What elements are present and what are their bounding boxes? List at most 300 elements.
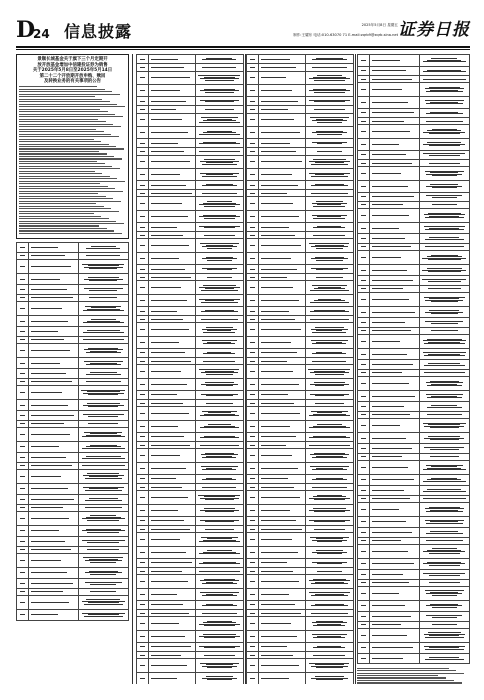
cell-mark [82, 436, 125, 437]
cell-mark [84, 616, 124, 617]
fund-name-cell [29, 273, 78, 285]
cell-mark [140, 227, 144, 228]
cell-mark [361, 414, 366, 415]
cell-mark [203, 332, 235, 333]
cell-mark [425, 229, 464, 230]
table-row [247, 575, 354, 589]
cell-mark [261, 203, 294, 204]
fund-detail-cell [419, 180, 469, 192]
cell-mark [313, 235, 345, 236]
cell-mark [250, 245, 254, 246]
text-line [19, 211, 119, 212]
table-row [17, 553, 129, 567]
table-row [247, 516, 354, 525]
fund-name-cell [370, 96, 419, 108]
cell-mark [372, 204, 403, 205]
fund-detail-cell [305, 197, 353, 211]
cell-mark [140, 426, 144, 427]
fund-name-cell [258, 449, 305, 463]
cell-mark [250, 623, 254, 624]
fund-detail-cell [305, 505, 353, 517]
cell-mark [261, 384, 299, 385]
table-row [137, 659, 244, 673]
cell-mark [20, 518, 25, 519]
cell-mark [250, 161, 254, 162]
cell-mark [199, 143, 240, 144]
cell-mark [261, 510, 290, 511]
cell-mark [250, 185, 254, 186]
cell-mark [31, 488, 67, 489]
row-number-cell [137, 96, 149, 105]
cell-mark [424, 355, 465, 356]
row-number-cell [247, 491, 259, 505]
fund-detail-cell [78, 537, 128, 546]
cell-mark [312, 457, 348, 458]
fund-detail-cell [305, 232, 353, 239]
fund-name-cell [148, 533, 195, 547]
cell-mark [372, 479, 414, 480]
row-number-cell [247, 568, 259, 575]
fund-name-cell [258, 568, 305, 575]
table-row [247, 442, 354, 449]
cell-mark [20, 465, 25, 466]
cell-mark [204, 625, 234, 626]
fund-name-cell [29, 378, 78, 385]
cell-mark [151, 468, 186, 469]
fund-name-cell [258, 281, 305, 295]
cell-mark [361, 288, 366, 289]
fund-detail-cell [419, 390, 469, 402]
cell-mark [151, 520, 184, 521]
fund-detail-cell [305, 316, 353, 323]
cell-mark [202, 479, 236, 480]
cell-mark [140, 245, 144, 246]
row-number-cell [247, 197, 259, 211]
fund-name-cell [370, 528, 419, 537]
table-row [358, 222, 470, 234]
cell-mark [151, 487, 182, 488]
cell-mark [250, 319, 254, 320]
cell-mark [310, 290, 350, 291]
fund-detail-cell [305, 85, 353, 97]
table-row [247, 281, 354, 295]
fund-name-cell [370, 516, 419, 528]
cell-mark [204, 655, 234, 656]
fund-name-cell [148, 379, 195, 391]
cell-mark [199, 541, 240, 542]
fund-detail-cell [305, 617, 353, 631]
cell-mark [31, 572, 67, 573]
row-number-cell [137, 526, 149, 533]
fund-detail-cell [78, 420, 128, 427]
cell-mark [203, 353, 235, 354]
table-row [358, 150, 470, 159]
cell-mark [90, 584, 116, 585]
fund-name-cell [148, 589, 195, 601]
cell-mark [372, 312, 415, 313]
row-number-cell [358, 360, 370, 369]
table-row [137, 169, 244, 181]
cell-mark [261, 143, 290, 144]
cell-mark [205, 92, 233, 93]
cell-mark [372, 364, 413, 365]
cell-mark [261, 119, 294, 120]
cell-mark [151, 562, 192, 563]
table-row [247, 651, 354, 658]
cell-mark [250, 151, 254, 152]
cell-mark [312, 353, 346, 354]
table-row [137, 617, 244, 631]
row-number-cell [17, 273, 29, 285]
cell-mark [316, 260, 342, 261]
cell-mark [372, 330, 411, 331]
cell-mark [250, 636, 254, 637]
cell-mark [151, 277, 192, 278]
row-number-cell [137, 323, 149, 337]
row-number-cell [358, 579, 370, 586]
row-number-cell [137, 547, 149, 559]
cell-mark [312, 487, 348, 488]
fund-detail-cell [195, 442, 243, 449]
cell-mark [151, 185, 186, 186]
cell-mark [261, 445, 286, 446]
table-row [17, 273, 129, 285]
fund-detail-cell [419, 537, 469, 544]
fund-detail-cell [195, 589, 243, 601]
cell-mark [261, 468, 298, 469]
table-row [17, 285, 129, 294]
table-row [358, 138, 470, 150]
cell-mark [426, 523, 463, 524]
table-row [247, 421, 354, 433]
cell-mark [140, 394, 144, 395]
cell-mark [261, 132, 300, 133]
cell-mark [316, 277, 342, 278]
cell-mark [313, 206, 345, 207]
row-number-cell [17, 369, 29, 378]
cell-mark [314, 101, 344, 102]
fund-detail-cell [195, 358, 243, 365]
text-line [19, 225, 99, 226]
notice-body [19, 86, 126, 234]
cell-mark [140, 216, 144, 217]
cell-mark [361, 312, 366, 313]
fund-detail-cell [419, 621, 469, 628]
cell-mark [426, 121, 463, 122]
text-line [19, 124, 113, 125]
cell-mark [20, 560, 25, 561]
cell-mark [250, 287, 254, 288]
cell-mark [261, 487, 294, 488]
row-number-cell [247, 617, 259, 631]
fund-name-cell [370, 293, 419, 307]
cell-mark [151, 258, 180, 259]
fund-name-cell [370, 486, 419, 495]
cell-mark [261, 59, 290, 60]
row-number-cell [358, 293, 370, 307]
cell-mark [372, 246, 411, 247]
row-number-cell [247, 264, 259, 273]
cell-mark [202, 487, 236, 488]
cell-mark [428, 259, 461, 260]
fund-detail-cell [305, 295, 353, 307]
cell-mark [361, 467, 366, 468]
cell-mark [261, 529, 302, 530]
table-row [137, 316, 244, 323]
fund-name-cell [258, 295, 305, 307]
fund-name-cell [258, 516, 305, 525]
cell-mark [261, 151, 296, 152]
table-row [358, 108, 470, 117]
cell-mark [361, 79, 366, 80]
table-row [358, 66, 470, 75]
row-number-cell [247, 295, 259, 307]
cell-mark [151, 90, 180, 91]
table-row [137, 432, 244, 441]
cell-mark [312, 59, 348, 60]
cell-mark [312, 361, 346, 362]
row-number-cell [247, 358, 259, 365]
cell-mark [87, 542, 119, 543]
fund-detail-cell [419, 642, 469, 654]
fund-name-cell [148, 197, 195, 211]
table-row [247, 617, 354, 631]
text-line [19, 168, 120, 169]
fund-detail-cell [195, 642, 243, 651]
cell-mark [261, 594, 290, 595]
cell-mark [20, 476, 25, 477]
text-line [19, 171, 95, 172]
cell-mark [140, 468, 144, 469]
cell-mark [315, 403, 343, 404]
fund-name-cell [29, 260, 78, 274]
cell-mark [140, 581, 144, 582]
fund-detail-cell [195, 211, 243, 223]
cell-mark [20, 541, 25, 542]
fund-detail-cell [419, 318, 469, 327]
cell-mark [31, 321, 68, 322]
cell-mark [361, 563, 366, 564]
table-row [247, 71, 354, 85]
cell-mark [372, 163, 412, 164]
cell-mark [361, 479, 366, 480]
cell-mark [20, 308, 25, 309]
cell-mark [372, 215, 409, 216]
cell-mark [361, 635, 366, 636]
cell-mark [87, 532, 119, 533]
cell-mark [86, 248, 120, 249]
cell-mark [151, 235, 184, 236]
fund-name-cell [258, 180, 305, 189]
masthead [16, 17, 470, 44]
fund-name-cell [258, 222, 305, 231]
fund-detail-cell [78, 609, 128, 621]
fund-name-cell [148, 274, 195, 281]
notice-title-line: 及转换业务的有关事项的公告 [43, 79, 102, 85]
cell-mark [151, 445, 191, 446]
fund-detail-cell [78, 301, 128, 315]
fund-detail-cell [305, 106, 353, 113]
cell-mark [250, 300, 254, 301]
fund-detail-cell [195, 190, 243, 197]
fund-name-cell [148, 463, 195, 475]
cell-mark [20, 499, 25, 500]
row-number-cell [358, 306, 370, 318]
cell-mark [361, 270, 366, 271]
cell-mark [261, 403, 295, 404]
row-number-cell [247, 348, 259, 357]
text-line [19, 101, 110, 102]
cell-mark [432, 595, 457, 596]
cell-mark [261, 571, 294, 572]
text-line [19, 141, 101, 142]
fund-name-cell [258, 558, 305, 567]
cell-mark [20, 321, 25, 322]
row-number-cell [247, 547, 259, 559]
row-number-cell [17, 609, 29, 621]
fund-detail-cell [305, 390, 353, 399]
row-number-cell [17, 553, 29, 567]
cell-mark [314, 529, 344, 530]
section-number: 24 [33, 27, 50, 41]
fund-detail-cell [419, 66, 469, 75]
cell-mark [151, 581, 188, 582]
cell-mark [250, 487, 254, 488]
fund-detail-cell [305, 365, 353, 379]
row-number-cell [358, 276, 370, 285]
table-row [247, 239, 354, 253]
cell-mark [86, 255, 120, 256]
fund-name-cell [370, 586, 419, 600]
cell-mark [430, 449, 459, 450]
cell-mark [361, 396, 366, 397]
fund-name-cell [370, 390, 419, 402]
text-line [357, 668, 449, 669]
cell-mark [20, 266, 25, 267]
cell-mark [140, 101, 144, 102]
cell-mark [372, 270, 407, 271]
table-row [137, 281, 244, 295]
table-row [137, 222, 244, 231]
cell-mark [432, 607, 457, 608]
fund-name-cell [29, 294, 78, 301]
table-row [358, 528, 470, 537]
text-line [357, 673, 464, 674]
fund-name-cell [258, 64, 305, 71]
text-line [19, 213, 94, 214]
fund-name-cell [258, 306, 305, 315]
cell-mark [20, 405, 25, 406]
cell-mark [199, 571, 240, 572]
table-row [17, 243, 129, 252]
table-row [137, 474, 244, 483]
fund-name-cell [370, 502, 419, 516]
table-row [137, 491, 244, 505]
cell-mark [31, 373, 66, 374]
cell-mark [425, 217, 464, 218]
cell-mark [151, 604, 184, 605]
table-row [247, 127, 354, 139]
cell-mark [311, 185, 349, 186]
cell-mark [31, 363, 59, 364]
fund-detail-cell [305, 96, 353, 105]
cell-mark [202, 193, 238, 194]
cell-mark [372, 490, 403, 491]
row-number-cell [137, 516, 149, 525]
fund-detail-cell [419, 251, 469, 265]
cell-mark [20, 530, 25, 531]
fund-name-cell [29, 609, 78, 621]
cell-mark [82, 465, 125, 466]
cell-mark [311, 605, 349, 606]
row-number-cell [17, 260, 29, 274]
row-number-cell [17, 301, 29, 315]
row-number-cell [247, 589, 259, 601]
fund-name-cell [258, 155, 305, 169]
row-number-cell [247, 659, 259, 673]
cell-mark [429, 565, 460, 566]
fund-name-cell [148, 138, 195, 147]
cell-mark [151, 174, 180, 175]
cell-mark [140, 132, 144, 133]
fund-detail-cell [195, 672, 243, 684]
fund-name-cell [29, 525, 78, 537]
cell-mark [372, 238, 405, 239]
fund-name-cell [148, 568, 195, 575]
cell-mark [431, 323, 458, 324]
cell-mark [361, 102, 366, 103]
cell-mark [204, 235, 234, 236]
cell-mark [250, 478, 254, 479]
cell-mark [20, 279, 25, 280]
cell-mark [372, 354, 406, 355]
text-line [19, 131, 104, 132]
table-row [358, 579, 470, 586]
cell-mark [423, 491, 466, 492]
cell-mark [261, 613, 302, 614]
row-number-cell [358, 621, 370, 628]
row-number-cell [137, 432, 149, 441]
fund-name-cell [370, 306, 419, 318]
fund-name-cell [29, 301, 78, 315]
fund-detail-cell [78, 579, 128, 588]
table-row [247, 400, 354, 407]
fund-name-cell [370, 75, 419, 82]
fund-detail-cell [78, 427, 128, 441]
fund-name-cell [258, 211, 305, 223]
row-number-cell [137, 474, 149, 483]
cell-mark [86, 374, 122, 375]
text-line [19, 136, 119, 137]
table-row [247, 358, 354, 365]
cell-mark [261, 216, 300, 217]
fund-name-cell [258, 630, 305, 642]
fund-detail-cell [78, 385, 128, 399]
table-row [247, 55, 354, 64]
fund-name-cell [370, 453, 419, 460]
table-row [137, 547, 244, 559]
cell-mark [261, 67, 296, 68]
cell-mark [372, 551, 407, 552]
cell-mark [140, 361, 144, 362]
fund-name-cell [258, 651, 305, 658]
table-row [247, 484, 354, 491]
fund-detail-cell [419, 495, 469, 502]
table-row [137, 232, 244, 239]
date-line: 2025年5月8日 星期五 [361, 23, 398, 27]
row-number-cell [247, 253, 259, 265]
cell-mark [151, 193, 192, 194]
